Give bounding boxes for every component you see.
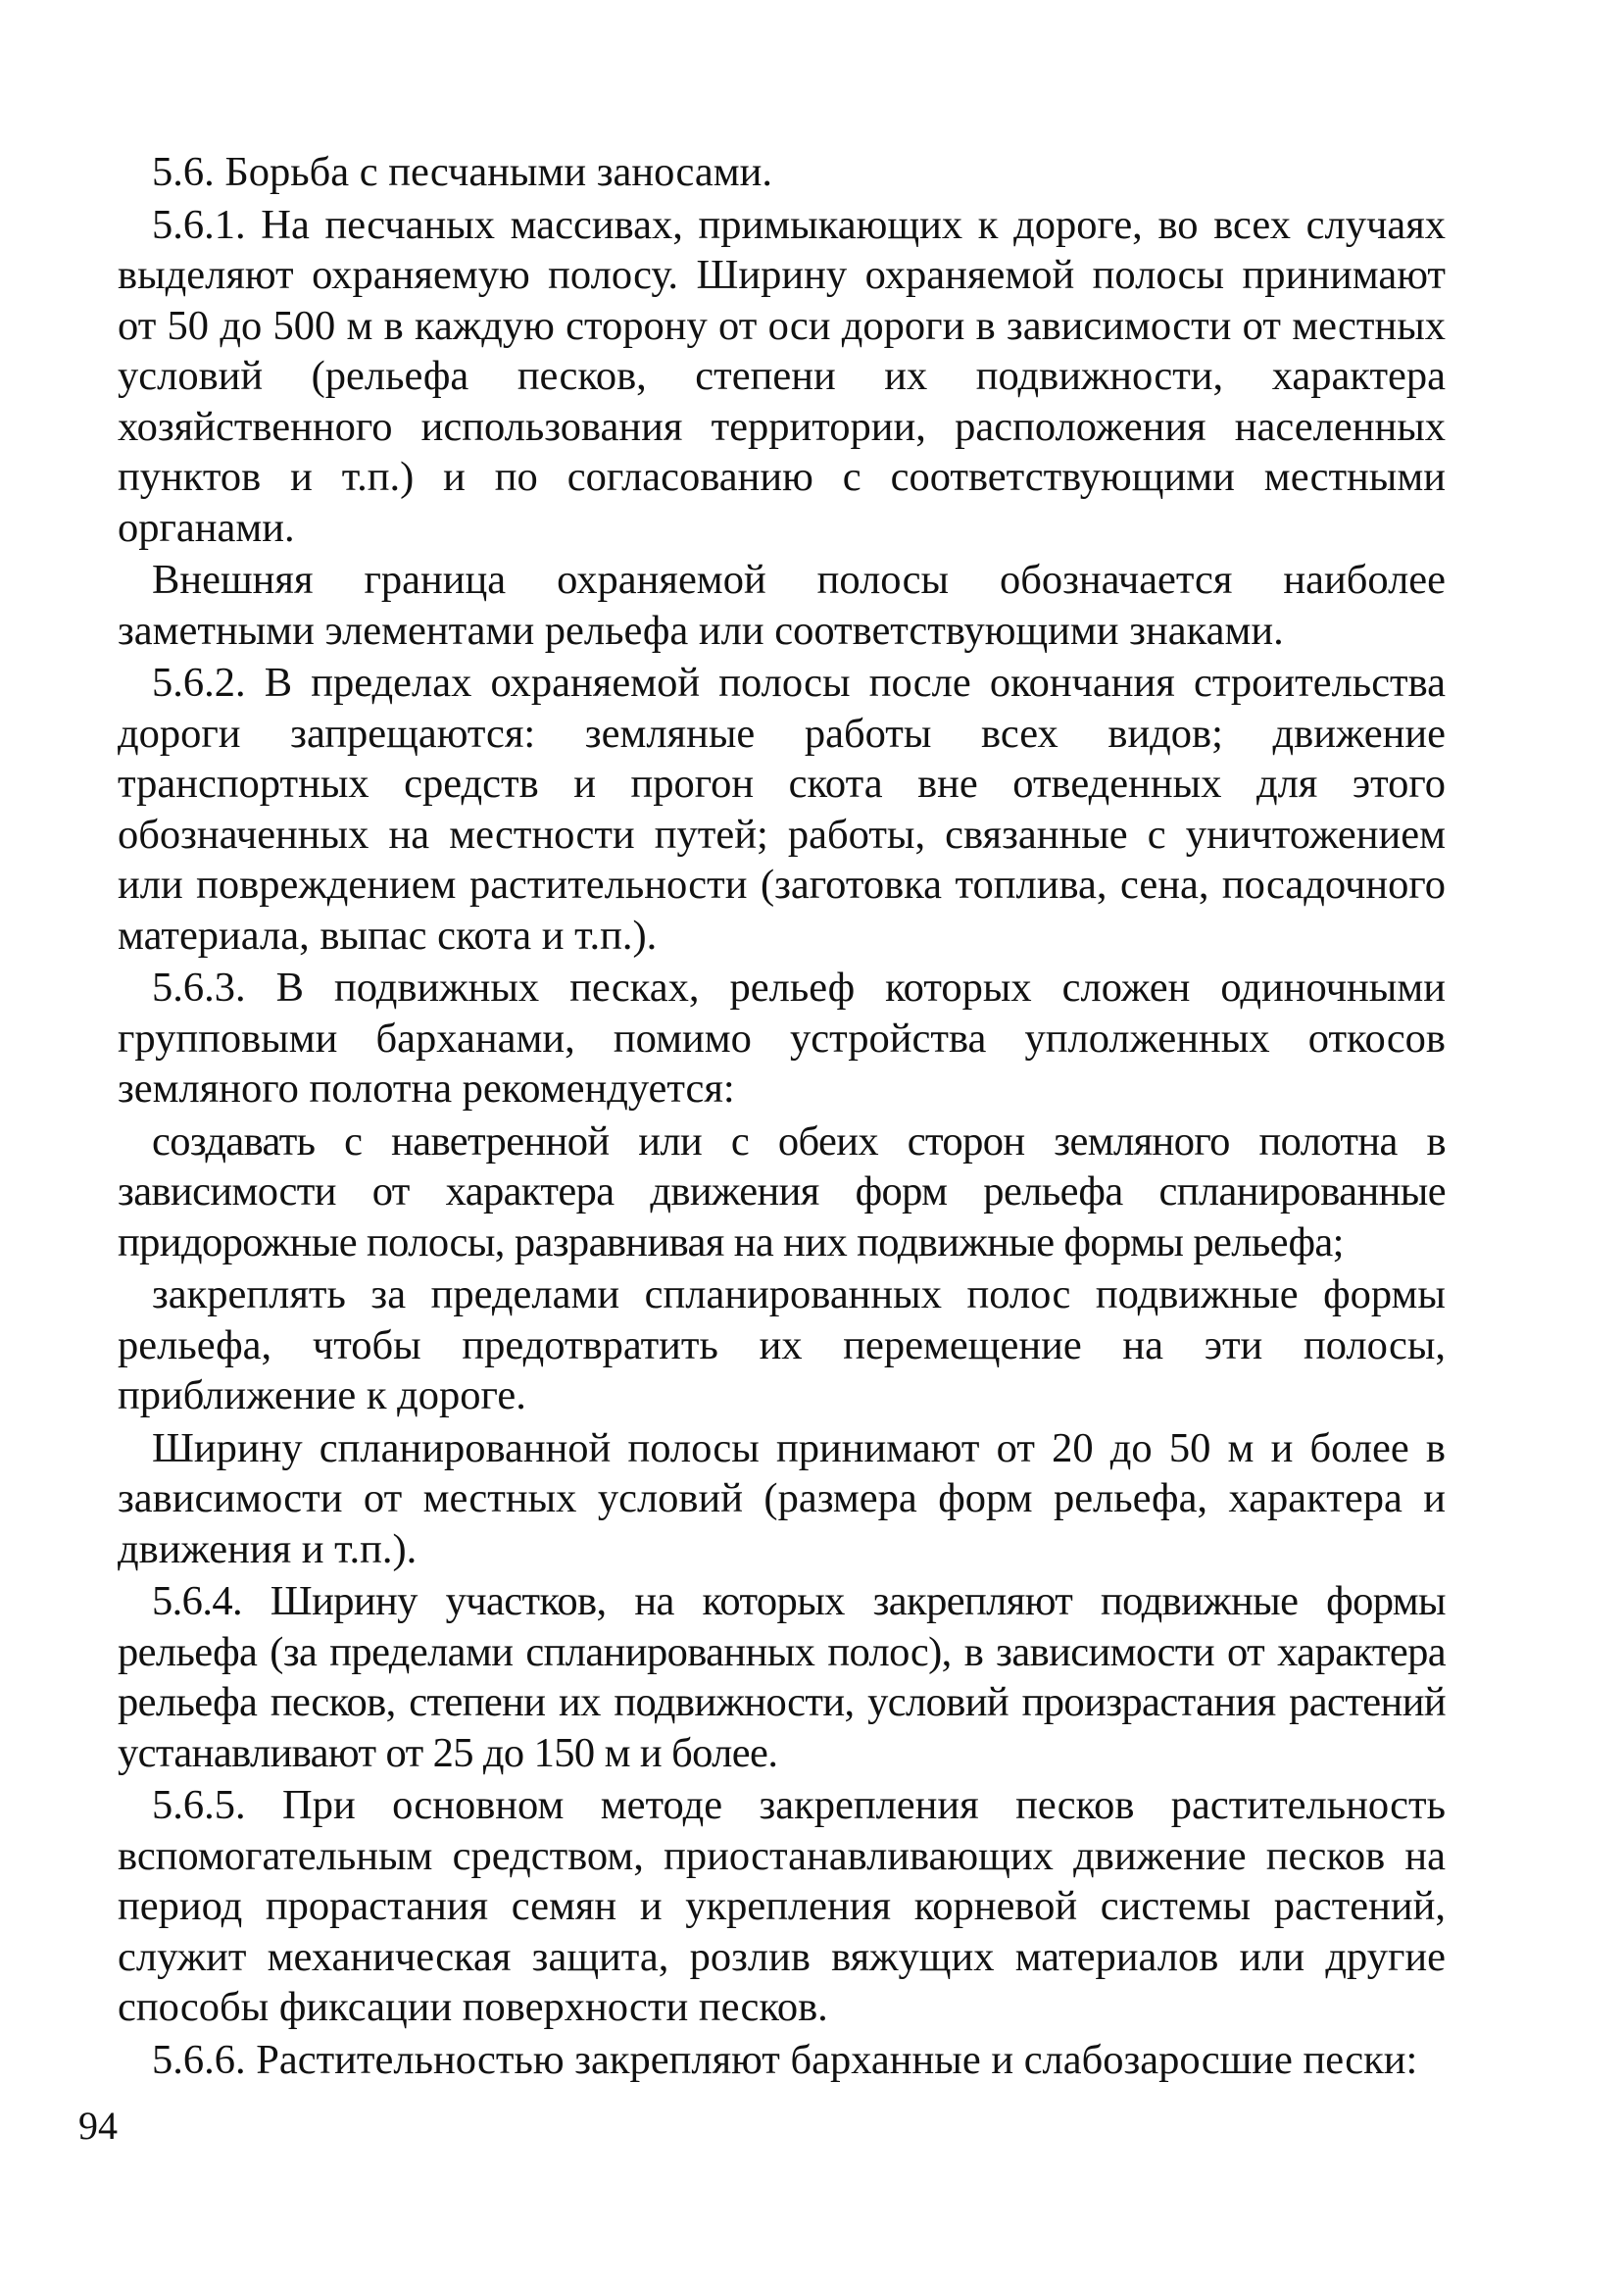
paragraph-5-6-5: 5.6.5. При основном методе закрепления песков растительность вспомогательным средством, приостанавливающих движение песков на период прорастания семян и укрепления корневой системы растений, служит механическая защита, розлив вяжущих материалов или другие способы фиксации поверхности песков. — [118, 1782, 1446, 2030]
paragraph-fix-forms: закреплять за пределами спланированных полос подвижные формы рельефа, чтобы предотвратить их перемещение на эти полосы, приближение к дороге. — [118, 1271, 1446, 1418]
section-heading: 5.6. Борьба с песчаными заносами. — [152, 149, 772, 195]
paragraph-5-6-6: 5.6.6. Растительностью закрепляют барханные и слабозаросшие пески: — [152, 2036, 1418, 2083]
paragraph-strip-width: Ширину спланированной полосы принимают от 20 до 50 м и более в зависимости от местных условий (размера форм рельефа, характера и движения и т.п.). — [118, 1424, 1446, 1572]
paragraph-5-6-4: 5.6.4. Ширину участков, на которых закрепляют подвижные формы рельефа (за пределами спланированных полос), в зависимости от характера рельефа песков, степени их подвижности, условий произрастания растений устанавливают от 25 до 150 м и более. — [118, 1578, 1446, 1776]
paragraph-create-strips: создавать с наветренной или с обеих сторон земляного полотна в зависимости от характера движения форм рельефа спланированные придорожные полосы, разравнивая на них подвижные формы рельефа; — [118, 1117, 1446, 1265]
paragraph-5-6-3: 5.6.3. В подвижных песках, рельеф которых сложен одиночными групповыми барханами, помимо устройства уплолженных откосов земляного полотна рекомендуется: — [118, 965, 1446, 1112]
paragraph-outer-border: Внешняя граница охраняемой полосы обозначается наиболее заметными элементами рельефа или соответствующими знаками. — [118, 557, 1446, 654]
page-number: 94 — [78, 2104, 118, 2148]
paragraph-5-6-2: 5.6.2. В пределах охраняемой полосы после окончания строительства дороги запрещаются: земляные работы всех видов; движение транспортных средств и прогон скота вне отведенных для этого обозначенных на местности путей; работы, связанные с уничтожением или повреждением растительности (заготовка топлива, сена, посадочного материала, выпас скота и т.п.). — [118, 660, 1446, 959]
document-page — [118, 147, 1446, 2087]
paragraph-5-6-1: 5.6.1. На песчаных массивах, примыкающих к дороге, во всех случаях выделяют охраняемую полосу. Ширину охраняемой полосы принимают от 50 до 500 м в каждую сторону от оси дороги в зависимости от местных условий (рельефа песков, степени их подвижности, характера хозяйственного использования территории, расположения населенных пунктов и т.п.) и по согласованию с соответствующими местными органами. — [118, 201, 1446, 551]
